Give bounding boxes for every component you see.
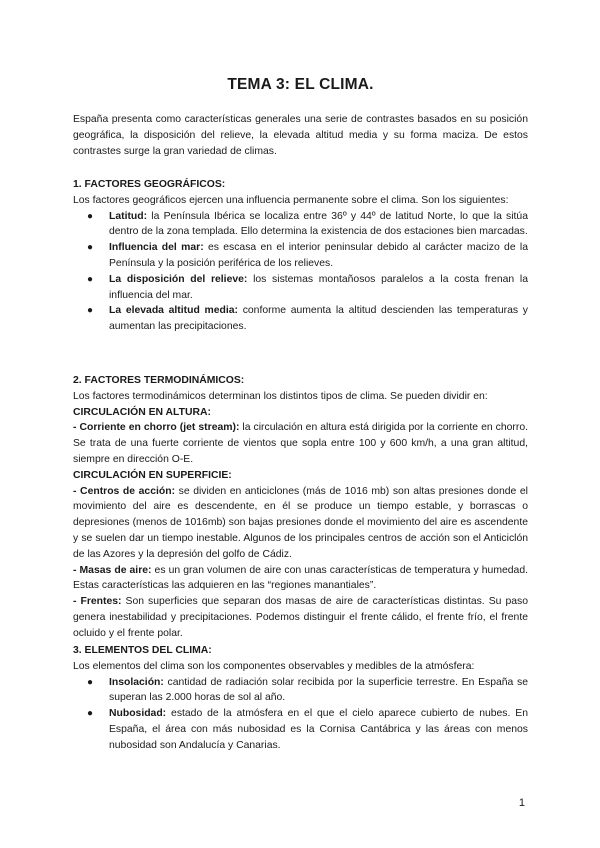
- jet-stream-paragraph: [73, 420, 528, 467]
- bullet-icon: ●: [87, 305, 94, 317]
- list-item: [87, 706, 528, 753]
- air-masses-term: - Masas de aire:: [73, 564, 152, 576]
- item-term: Influencia del mar:: [109, 242, 204, 254]
- section-geographic-factors: [73, 177, 528, 335]
- action-centers-text: se dividen en anticiclones (más de 1016 mb) son altas presiones donde el movimiento del aire es descendente, en él se produce un tiempo estable, y borrascas o depresiones (menos de 1016mb) son bajas presiones donde el movimiento del aire es ascendente y se suelen dar un tiempo inestable. Algunos de los principales centros de acción son el Anticiclón de las Azores y la depresión del golfo de Cádiz.: [73, 485, 528, 560]
- action-centers-paragraph: [73, 484, 528, 563]
- section-1-heading: 1. FACTORES GEOGRÁFICOS:: [73, 179, 226, 190]
- section-3-lead: Los elementos del clima son los componentes observables y medibles de la atmósfera:: [73, 660, 475, 672]
- subheading-surface-circulation: CIRCULACIÓN EN SUPERFICIE:: [73, 469, 232, 481]
- bullet-icon: ●: [87, 708, 94, 720]
- item-term: La elevada altitud media:: [109, 305, 239, 317]
- section-thermodynamic-factors: [73, 373, 528, 642]
- intro-section: [73, 112, 528, 159]
- item-text: conforme aumenta la altitud descienden las temperaturas y aumentan las precipitaciones.: [109, 305, 528, 333]
- item-text: los sistemas montañosos paralelos a la costa frenan la influencia del mar.: [109, 273, 528, 301]
- jet-stream-text: la circulación en altura está dirigida por la corriente en chorro. Se trata de una fuerte corriente de vientos que sopla entre 100 y 600 km/h, a una gran altitud, siempre en dirección O-E.: [73, 422, 528, 465]
- section-3-heading: 3. ELEMENTOS DEL CLIMA:: [73, 645, 212, 656]
- climate-elements-list: [73, 675, 528, 754]
- air-masses-paragraph: [73, 563, 528, 595]
- page-number: 1: [518, 797, 525, 809]
- fronts-term: - Frentes:: [73, 596, 122, 608]
- bullet-icon: ●: [87, 210, 94, 222]
- section-1-lead: Los factores geográficos ejercen una influencia permanente sobre el clima. Son los siguientes:: [73, 194, 509, 206]
- section-2-lead: Los factores termodinámicos determinan los distintos tipos de clima. Se pueden dividir en:: [73, 390, 488, 402]
- bullet-icon: ●: [87, 676, 94, 688]
- bullet-icon: ●: [87, 242, 94, 254]
- fronts-text: Son superficies que separan dos masas de aire de características distintas. Su paso genera inestabilidad y precipitaciones. Podemos distinguir el frente cálido, el frente frío, el frente ocluido y el frente polar.: [73, 596, 529, 639]
- subheading-altitude-circulation: CIRCULACIÓN EN ALTURA:: [73, 406, 211, 418]
- jet-stream-term: - Corriente en chorro (jet stream):: [73, 422, 240, 434]
- item-term: Nubosidad:: [109, 708, 167, 720]
- item-text: estado de la atmósfera en el que el cielo aparece cubierto de nubes. En España, el área con más nubosidad es la Cornisa Cantábrica y las áreas con menos nubosidad son Andalucía y Canarias.: [109, 708, 528, 751]
- list-item: [87, 272, 528, 304]
- intro-paragraph: España presenta como características generales una serie de contrastes basados en su posición geográfica, la disposición del relieve, la elevada altitud media y su forma maciza. De estos contrastes surge la gran variedad de climas.: [73, 114, 528, 157]
- action-centers-term: - Centros de acción:: [73, 485, 176, 497]
- bullet-icon: ●: [87, 273, 94, 285]
- section-2-heading: 2. FACTORES TERMODINÁMICOS:: [73, 375, 245, 386]
- item-term: La disposición del relieve:: [109, 273, 248, 285]
- list-item: [87, 675, 528, 707]
- list-item: [87, 303, 528, 335]
- section-climate-elements: [73, 643, 528, 754]
- list-item: [87, 240, 528, 272]
- fronts-paragraph: [73, 594, 528, 641]
- item-term: Latitud:: [109, 210, 148, 222]
- item-text: la Península Ibérica se localiza entre 36º y 44º de latitud Norte, lo que la sitúa dentro de la zona templada. Ello determina la existencia de dos estaciones bien marcadas.: [109, 210, 528, 238]
- list-item: [87, 209, 528, 241]
- item-text: es escasa en el interior peninsular debido al carácter macizo de la Península y la posición periférica de los relieves.: [109, 242, 528, 269]
- item-text: cantidad de radiación solar recibida por la superficie terrestre. En España se superan las 2.000 horas de sol al año.: [109, 676, 528, 704]
- air-masses-text: es un gran volumen de aire con unas características de temperatura y humedad. Estas características las adquieren en las “regiones manantiales”.: [73, 564, 528, 592]
- geographic-factors-list: [73, 209, 528, 335]
- page-title: TEMA 3: EL CLIMA.: [227, 76, 374, 93]
- item-term: Insolación:: [109, 676, 164, 688]
